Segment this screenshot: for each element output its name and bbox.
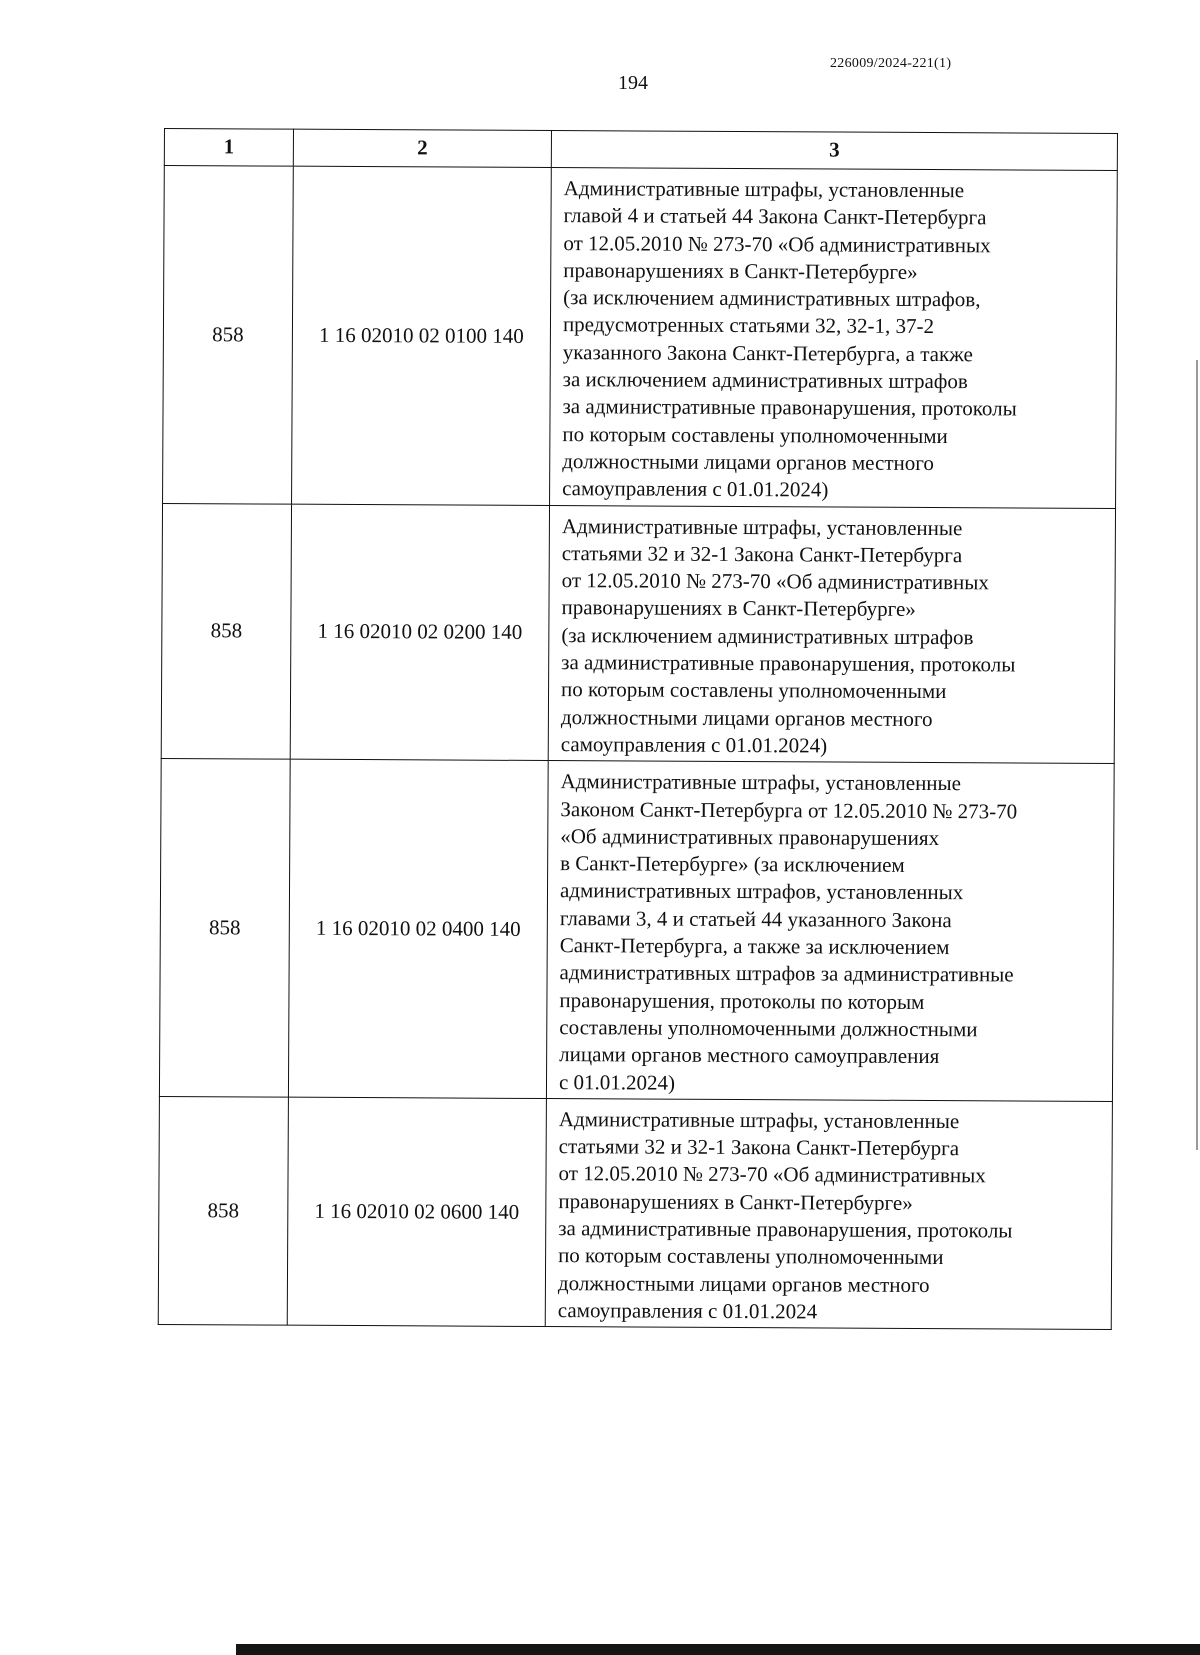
- admin-code-cell: 858: [163, 166, 294, 504]
- description-line: предусмотренных статьями 32, 32-1, 37-2: [562, 312, 935, 339]
- page-number: 194: [618, 72, 648, 94]
- scan-bottom-border: [236, 1644, 1200, 1655]
- description-line: по которым составлены уполномоченными: [562, 421, 948, 448]
- table-body: [158, 166, 1117, 1330]
- description-line: за административные правонарушения, протоколы: [562, 394, 1017, 421]
- description-line: Административные штрафы, установленные: [563, 176, 965, 203]
- admin-code-cell: 858: [158, 1096, 288, 1325]
- admin-code-cell: 858: [159, 759, 290, 1097]
- description-line: по которым составлены уполномоченными: [558, 1243, 944, 1270]
- description-line: Законом Санкт-Петербурга от 12.05.2010 № 273-70: [560, 796, 1018, 824]
- description-line: правонарушениях в Санкт-Петербурге»: [563, 257, 918, 284]
- column-header-3: 3: [551, 131, 1117, 171]
- description-line: за административные правонарушения, протоколы: [561, 650, 1016, 677]
- description-line: от 12.05.2010 № 273-70 «Об административных: [561, 568, 989, 595]
- admin-code-cell: 858: [161, 503, 291, 759]
- fines-table: [158, 128, 1118, 1330]
- description-line: за административные правонарушения, протоколы: [558, 1216, 1013, 1243]
- budget-classification-code-cell: 1 16 02010 02 0400 140: [288, 759, 548, 1098]
- description-line: от 12.05.2010 № 273-70 «Об административных: [558, 1161, 986, 1188]
- table-row: [159, 759, 1114, 1102]
- description-line: статьями 32 и 32-1 Закона Санкт-Петербурга: [561, 540, 963, 568]
- description-line: административных штрафов, установленных: [559, 878, 964, 905]
- description-line: правонарушениях в Санкт-Петербурге»: [558, 1188, 913, 1215]
- description-line: главами 3, 4 и статьей 44 указанного Закона: [559, 905, 952, 932]
- column-header-1: 1: [164, 129, 293, 167]
- budget-classification-code-cell: 1 16 02010 02 0600 140: [287, 1097, 546, 1327]
- income-description-cell: [545, 1098, 1112, 1329]
- description-line: должностными лицами органов местного: [562, 449, 934, 476]
- description-line: статьями 32 и 32-1 Закона Санкт-Петербурга: [558, 1134, 960, 1161]
- description-line: Административные штрафы, установленные: [561, 513, 963, 540]
- description-line: лицами органов местного самоуправления: [559, 1042, 940, 1069]
- table-header-row: [164, 129, 1117, 171]
- description-line: «Об административных правонарушениях: [560, 823, 940, 850]
- description-line: Санкт-Петербурга, а также за исключением: [559, 933, 950, 960]
- description-line: должностными лицами органов местного: [560, 704, 933, 731]
- description-line: по которым составлены уполномоченными: [561, 677, 947, 704]
- description-line: (за исключением административных штрафов: [561, 622, 974, 649]
- description-line: самоуправления с 01.01.2024): [560, 732, 828, 758]
- table-row: [161, 503, 1115, 764]
- table-row: [158, 1096, 1112, 1329]
- scan-edge-shadow: [1196, 360, 1198, 1150]
- description-line: Административные штрафы, установленные: [560, 769, 962, 796]
- description-line: указанного Закона Санкт-Петербурга, а также: [562, 339, 973, 367]
- income-description-cell: [550, 168, 1118, 509]
- description-line: главой 4 и статьей 44 Закона Санкт-Петербурга: [563, 203, 987, 230]
- budget-classification-code-cell: 1 16 02010 02 0100 140: [292, 166, 552, 505]
- table-row: [163, 166, 1118, 509]
- description-line: административных штрафов за административные: [559, 960, 1014, 987]
- budget-classification-code-cell: 1 16 02010 02 0200 140: [290, 504, 549, 761]
- document-registration-number: 226009/2024-221(1): [830, 56, 952, 71]
- description-line: с 01.01.2024): [558, 1069, 676, 1095]
- description-line: в Санкт-Петербурге» (за исключением: [560, 851, 905, 878]
- description-line: самоуправления с 01.01.2024: [557, 1297, 818, 1324]
- description-line: (за исключением административных штрафов,: [563, 285, 981, 312]
- description-line: составлены уполномоченными должностными: [559, 1014, 978, 1042]
- income-description-cell: [548, 505, 1115, 764]
- description-line: самоуправления с 01.01.2024): [562, 476, 829, 502]
- description-line: от 12.05.2010 № 273-70 «Об административных: [563, 230, 991, 257]
- column-header-2: 2: [293, 129, 551, 167]
- description-line: должностными лицами органов местного: [557, 1270, 930, 1297]
- description-line: правонарушениях в Санкт-Петербурге»: [561, 595, 916, 622]
- description-line: за исключением административных штрафов: [562, 367, 968, 394]
- description-line: правонарушения, протоколы по которым: [559, 987, 925, 1014]
- income-description-cell: [546, 761, 1114, 1102]
- fines-table-container: [158, 128, 1117, 1330]
- description-line: Административные штрафы, установленные: [558, 1106, 960, 1133]
